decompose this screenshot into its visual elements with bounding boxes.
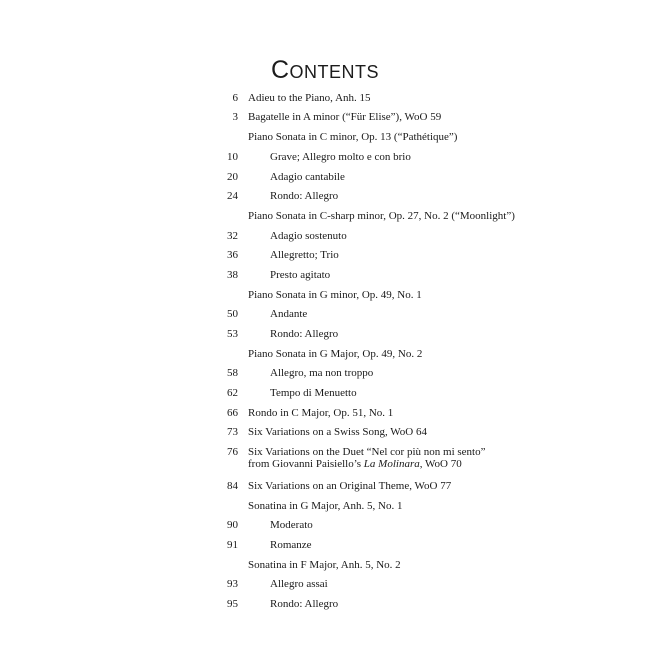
toc-page-number: 6: [232, 92, 238, 104]
toc-title-line: Bagatelle in A minor (“Für Elise”), WoO 59: [248, 111, 442, 123]
toc-page-number: 66: [227, 407, 238, 419]
toc-title-line: Allegro, ma non troppo: [270, 367, 374, 379]
toc-title: [270, 328, 338, 340]
toc-page-number: 73: [227, 426, 238, 438]
toc-title: [270, 308, 307, 320]
toc-title: [248, 210, 515, 222]
toc-page-number: 36: [227, 249, 238, 261]
toc-title-line: Six Variations on a Swiss Song, WoO 64: [248, 426, 428, 438]
toc-title: [248, 559, 401, 571]
toc-title: [270, 387, 357, 399]
toc-page-number: 50: [227, 308, 238, 320]
toc-title: [270, 190, 338, 202]
toc-title-line: Adieu to the Piano, Anh. 15: [248, 92, 371, 104]
toc-title-line: Piano Sonata in C minor, Op. 13 (“Pathétique”): [248, 131, 458, 143]
toc-title: [270, 269, 330, 281]
toc-title-line: from Giovanni Paisiello’s: [248, 458, 364, 470]
toc-page-number: 90: [227, 519, 238, 531]
toc-title-line: Adagio sostenuto: [270, 230, 347, 242]
toc-title: [248, 480, 451, 492]
toc-page-number: 62: [227, 387, 238, 399]
toc-title: [248, 500, 402, 512]
toc-title-line: Six Variations on the Duet “Nel cor più non mi sento”: [248, 446, 486, 458]
toc-page-number: 76: [227, 446, 238, 458]
toc-page-number: 95: [227, 598, 238, 610]
toc-title-line: Presto agitato: [270, 269, 331, 281]
toc-work-title: La Molinara: [363, 458, 420, 470]
toc-title: [270, 598, 338, 610]
toc-title-line: Romanze: [270, 539, 312, 551]
toc-page-number: 3: [232, 111, 238, 123]
toc-title: [270, 539, 312, 551]
toc-title-line: Allegretto; Trio: [270, 249, 339, 261]
toc-page-number: 93: [227, 578, 238, 590]
toc-title: [248, 348, 422, 360]
toc-title: [270, 578, 328, 590]
toc-page-number: 91: [227, 539, 238, 551]
toc-title-line: Sonatina in G Major, Anh. 5, No. 1: [248, 500, 403, 512]
toc-title: [248, 289, 422, 301]
toc-page-number: 32: [227, 230, 238, 242]
toc-title-line: Rondo: Allegro: [270, 190, 339, 202]
toc-page-number: 24: [227, 190, 238, 202]
toc-title: [248, 407, 393, 419]
toc-title: [248, 92, 371, 104]
toc-title-line: , WoO 70: [419, 458, 462, 470]
toc-title: [248, 446, 485, 470]
toc-title: [270, 151, 411, 163]
toc-title-line: Andante: [270, 308, 308, 320]
toc-title-line: Grave; Allegro molto e con brio: [270, 151, 411, 163]
toc-title-line: Six Variations on an Original Theme, WoO 77: [248, 480, 452, 492]
toc-title-line: Rondo: Allegro: [270, 598, 339, 610]
toc-title: [248, 111, 441, 123]
toc-title-line: Allegro assai: [270, 578, 328, 590]
toc-title: [270, 171, 345, 183]
toc-title-line: Piano Sonata in G Major, Op. 49, No. 2: [248, 348, 423, 360]
toc-page-number: 84: [227, 480, 238, 492]
toc-title-line: Tempo di Menuetto: [270, 387, 357, 399]
toc-page-number: 53: [227, 328, 238, 340]
toc-title: [270, 230, 347, 242]
toc-title-line: Rondo in C Major, Op. 51, No. 1: [248, 407, 394, 419]
toc-title-line: Piano Sonata in G minor, Op. 49, No. 1: [248, 289, 422, 301]
toc-page-number: 38: [227, 269, 238, 281]
toc-title: [248, 131, 457, 143]
toc-page-number: 20: [227, 171, 238, 183]
toc-title-line: Piano Sonata in C-sharp minor, Op. 27, No. 2 (“Moonlight”): [248, 210, 515, 222]
page-title: Contents: [270, 56, 380, 84]
toc-page-number: 10: [227, 151, 238, 163]
toc-title-line: Moderato: [270, 519, 313, 531]
toc-title: [248, 426, 427, 438]
toc-title-line: Adagio cantabile: [270, 171, 345, 183]
toc-page-number: 58: [227, 367, 238, 379]
toc-title: [270, 249, 339, 261]
toc-title-line: Sonatina in F Major, Anh. 5, No. 2: [248, 559, 401, 571]
toc-title-line: Rondo: Allegro: [270, 328, 339, 340]
toc-title: [270, 519, 313, 531]
toc-title: [270, 367, 373, 379]
